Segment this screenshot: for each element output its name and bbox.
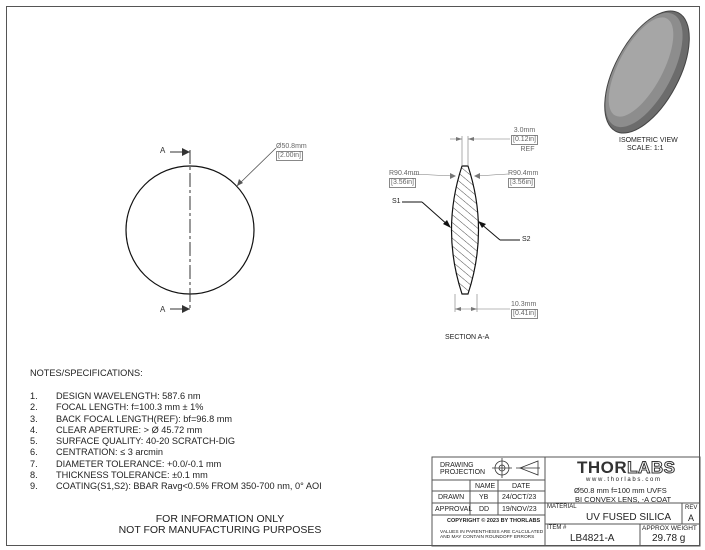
diameter-leader [237, 148, 276, 186]
part-description-line2: BI CONVEX LENS, -A COAT [575, 495, 672, 504]
lens-isometric-view [587, 0, 705, 146]
approval-name: DD [479, 506, 490, 513]
note-row: 7. DIAMETER TOLERANCE: +0.0/-0.1 mm [30, 458, 222, 469]
lens-section-outline [452, 166, 479, 294]
center-thickness-dimension: 10.3mm [0.41in] [511, 301, 537, 317]
roundoff-disclaimer: VALUES IN PARENTHESIS ARE CALCULATED AND MAY CONTAIN ROUNDOFF ERRORS [440, 530, 544, 540]
website: w w w . t h o r l a b s . c o m [586, 477, 661, 483]
notes-specifications [30, 368, 322, 493]
information-disclaimer: FOR INFORMATION ONLY NOT FOR MANUFACTURING PURPOSES [118, 513, 322, 536]
drawn-name: YB [479, 494, 489, 501]
copyright-notice: COPYRIGHT © 2023 BY THORLABS [447, 518, 541, 524]
material-label: MATERIAL [547, 504, 577, 510]
note-row: 1. DESIGN WAVELENGTH: 587.6 nm [30, 391, 201, 401]
section-caption: SECTION A-A [445, 334, 490, 341]
projection-label: DRAWING PROJECTION [440, 462, 486, 476]
note-row: 6. CENTRATION: ≤ 3 arcmin [30, 447, 163, 458]
isometric-scale: SCALE: 1:1 [627, 145, 664, 152]
weight-label: APPROX WEIGHT [642, 525, 697, 532]
isometric-title: ISOMETRIC VIEW [619, 137, 678, 144]
note-row: 8. THICKNESS TOLERANCE: ±0.1 mm [30, 470, 208, 481]
col-name-header: NAME [475, 483, 496, 490]
item-label: ITEM # [547, 525, 567, 531]
drawn-date: 24/OCT/23 [502, 494, 537, 501]
edge-thickness-dimension: 3.0mm [0.12in] REF [513, 127, 536, 153]
rev-value: A [688, 513, 695, 523]
surface-s1-label: S1 [392, 198, 401, 205]
section-label-bottom: A [160, 305, 166, 314]
note-row: 4. CLEAR APERTURE: > Ø 45.72 mm [30, 424, 203, 435]
weight-value: 29.78 g [652, 533, 686, 544]
third-angle-projection-icon [492, 458, 540, 478]
note-row: 5. SURFACE QUALITY: 40-20 SCRATCH-DIG [30, 436, 236, 447]
thorlabs-logo: THORLABS [577, 458, 676, 477]
part-description-line1: Ø50.8 mm f=100 mm UVFS [574, 486, 667, 495]
col-date-header: DATE [512, 483, 531, 490]
approval-label: APPROVAL [435, 506, 473, 513]
radius-left-dimension: R90.4mm [3.56in] [389, 170, 420, 186]
drawn-label: DRAWN [438, 494, 465, 501]
approval-date: 19/NOV/23 [502, 506, 537, 513]
notes-title: NOTES/SPECIFICATIONS: [30, 368, 143, 378]
note-row: 9. COATING(S1,S2): BBAR Ravg<0.5% FROM 350-700 nm, 0° AOI [30, 481, 322, 492]
note-row: 2. FOCAL LENGTH: f=100.3 mm ± 1% [30, 402, 204, 413]
radius-right-dimension: R90.4mm [3.56in] [508, 170, 539, 186]
surface-s2-label: S2 [522, 236, 531, 243]
material-value: UV FUSED SILICA [586, 512, 672, 523]
rev-label: REV [685, 505, 698, 511]
note-row: 3. BACK FOCAL LENGTH(REF): bf=96.8 mm [30, 413, 233, 424]
diameter-dimension: Ø50.8mm [2.00in] [276, 143, 307, 159]
section-label-top: A [160, 146, 166, 155]
item-number: LB4821-A [570, 533, 615, 544]
